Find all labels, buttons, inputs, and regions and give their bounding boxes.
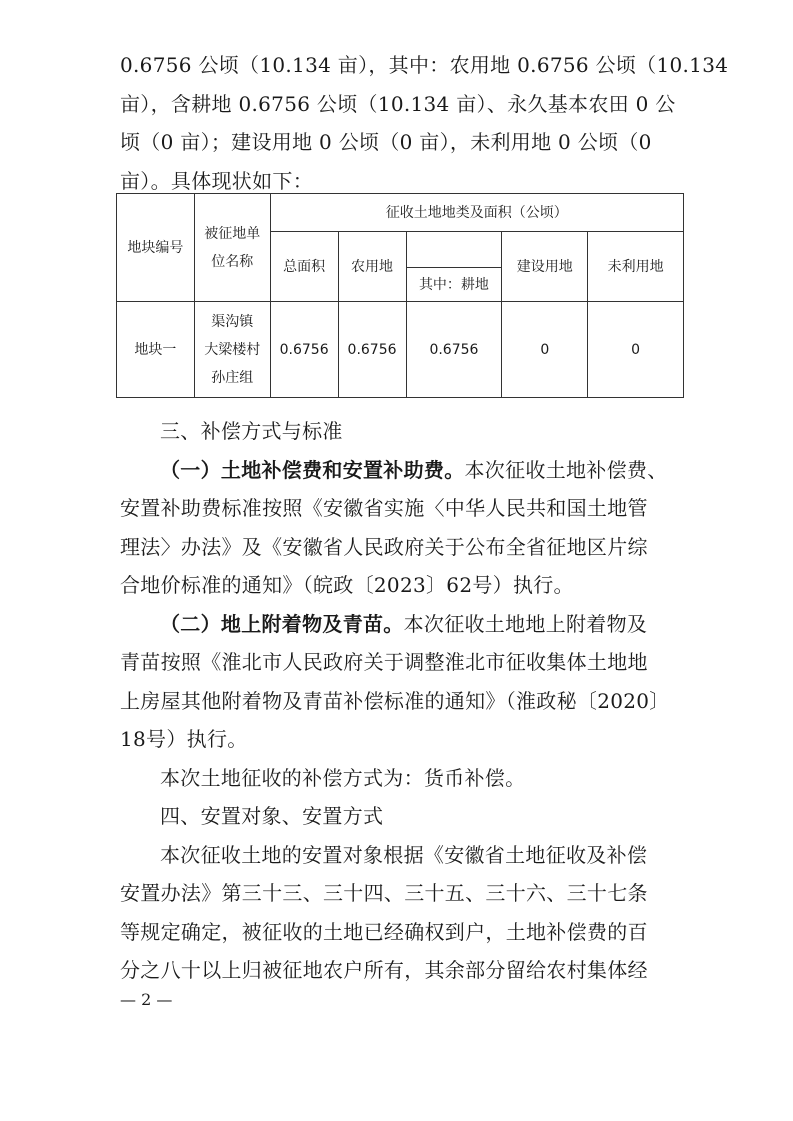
section-3-title: 三、补偿方式与标准 bbox=[160, 419, 343, 443]
section-3-p1-line: 理法〉办法》及《安徽省人民政府关于公布全省征地区片综 bbox=[120, 534, 648, 559]
header-unit-name bbox=[194, 194, 270, 302]
intro-line: 0.6756 公顷（10.134 亩），其中：农用地 0.6756 公顷（10.134 bbox=[120, 53, 729, 77]
cell-block-no: 地块一 bbox=[117, 302, 195, 398]
header-total-area: 总面积 bbox=[270, 232, 338, 302]
section-4-line: 等规定确定，被征收的土地已经确权到户，土地补偿费的百 bbox=[120, 919, 648, 944]
section-3-p1-line: 合地价标准的通知》（皖政〔2023〕62号）执行。 bbox=[120, 573, 574, 597]
section-3-p1-line bbox=[120, 451, 680, 490]
page-number: — 2 — bbox=[120, 990, 173, 1009]
section-3-p2-line: 青苗按照《淮北市人民政府关于调整淮北市征收集体土地地 bbox=[120, 650, 648, 674]
section-4 bbox=[120, 797, 680, 990]
cell-total-area: 0.6756 bbox=[270, 302, 338, 398]
land-status-table bbox=[116, 193, 684, 398]
section-3-p2-heading: （二）地上附着物及青苗。 bbox=[160, 611, 404, 636]
cell-unused: 0 bbox=[588, 302, 684, 398]
cell-construction: 0 bbox=[502, 302, 588, 398]
cell-arable: 0.6756 bbox=[406, 302, 502, 398]
header-arable: 其中：耕地 bbox=[406, 268, 502, 302]
section-3-p2-line: 上房屋其他附着物及青苗补偿标准的通知》（淮政秘〔2020〕 bbox=[120, 688, 670, 713]
intro-line: 顷（0 亩）；建设用地 0 公顷（0 亩），未利用地 0 公顷（0 bbox=[120, 130, 652, 154]
section-3-p2-line bbox=[120, 605, 680, 644]
header-agricultural: 农用地 bbox=[338, 232, 406, 302]
header-arable-blank bbox=[406, 232, 502, 268]
cell-unit-line: 大梁楼村 bbox=[204, 341, 261, 358]
cell-unit-line: 渠沟镇 bbox=[211, 313, 254, 330]
header-block-no: 地块编号 bbox=[117, 194, 195, 302]
section-3-p2-line: 18号）执行。 bbox=[120, 727, 248, 751]
section-4-line: 本次征收土地的安置对象根据《安徽省土地征收及补偿 bbox=[160, 842, 648, 867]
section-3-p2-text: 本次征收土地地上附着物及 bbox=[403, 611, 648, 636]
section-4-title: 四、安置对象、安置方式 bbox=[160, 804, 384, 828]
intro-line: 亩）。具体现状如下： bbox=[120, 168, 313, 193]
section-4-line: 安置办法》第三十三、三十四、三十五、三十六、三十七条 bbox=[120, 881, 648, 905]
intro-paragraph bbox=[120, 46, 729, 200]
section-3 bbox=[120, 412, 680, 797]
section-3-p3: 本次土地征收的补偿方式为：货币补偿。 bbox=[160, 765, 526, 790]
cell-agricultural: 0.6756 bbox=[338, 302, 406, 398]
header-unit-name-line: 被征地单 bbox=[204, 225, 261, 242]
cell-unit-name bbox=[194, 302, 270, 398]
header-area-group: 征收土地地类及面积（公顷） bbox=[270, 194, 683, 232]
section-3-p1-line: 安置补助费标准按照《安徽省实施〈中华人民共和国土地管 bbox=[120, 496, 648, 520]
header-construction: 建设用地 bbox=[502, 232, 588, 302]
header-unused: 未利用地 bbox=[588, 232, 684, 302]
section-3-p1-text: 本次征收土地补偿费、 bbox=[464, 457, 668, 482]
section-4-line: 分之八十以上归被征地农户所有，其余部分留给农村集体经 bbox=[120, 958, 648, 982]
intro-line: 亩），含耕地 0.6756 公顷（10.134 亩）、永久基本农田 0 公 bbox=[120, 91, 676, 116]
section-3-p1-heading: （一）土地补偿费和安置补助费。 bbox=[160, 457, 465, 482]
header-unit-name-line: 位名称 bbox=[211, 253, 254, 270]
cell-unit-line: 孙庄组 bbox=[211, 369, 254, 386]
